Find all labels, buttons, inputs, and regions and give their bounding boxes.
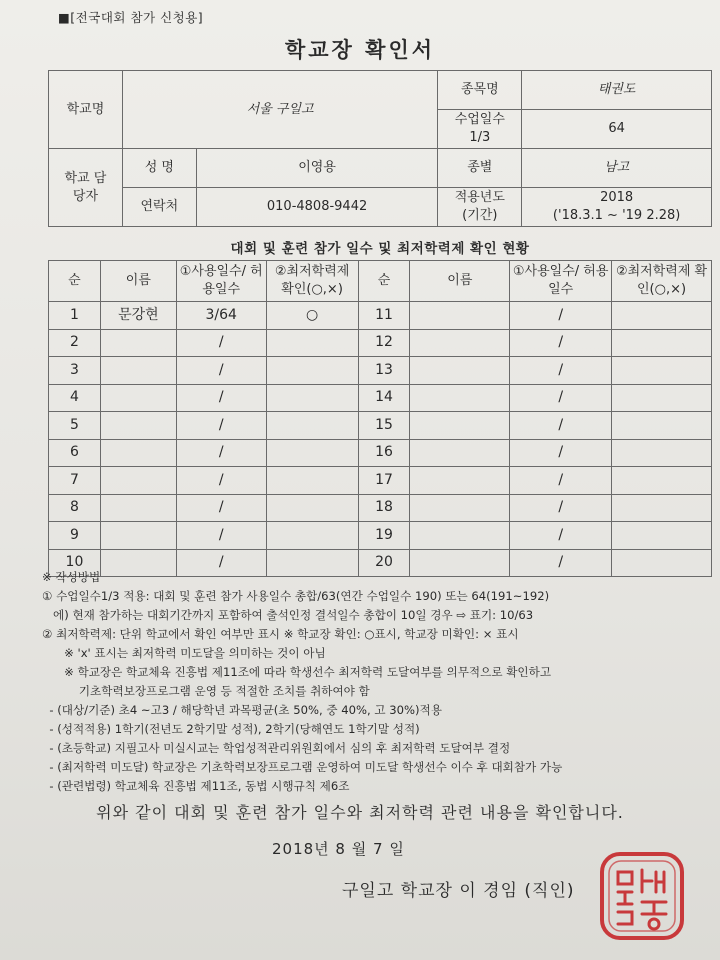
cell-days: /: [176, 329, 266, 357]
cell-check: [266, 494, 358, 522]
period-value: ('18.3.1 ~ '19 2.28): [552, 208, 681, 223]
cell-check: [266, 467, 358, 495]
cell-days: /: [176, 467, 266, 495]
contact-label: 연락처: [122, 188, 196, 227]
year-cell: [522, 188, 712, 227]
cell-no: 11: [358, 302, 410, 330]
cell-days: /: [510, 357, 612, 385]
cell-days: /: [510, 412, 612, 440]
header-name: 이름: [410, 261, 510, 302]
note-line: - (성적적용) 1학기(전년도 2학기말 성적), 2학기(당해연도 1학기말 성적): [42, 722, 420, 736]
note-line: ① 수업일수1/3 적용: 대회 및 훈련 참가 사용일수 총합/63(연간 수업일수 190) 또는 64(191~192): [42, 589, 550, 603]
cell-no: 5: [49, 412, 101, 440]
cell-no: 20: [358, 549, 410, 577]
year-value: 2018: [600, 190, 634, 206]
cell-name: [100, 522, 176, 550]
note-line: - (초등학교) 지필고사 미실시교는 학업성적관리위원회에서 심의 후 최저학력 도달여부 결정: [42, 741, 511, 755]
cell-days: /: [510, 384, 612, 412]
class-days-label: 수업일수 1/3: [438, 110, 522, 149]
cell-no: 16: [358, 439, 410, 467]
cell-name: [100, 467, 176, 495]
cell-days: /: [510, 329, 612, 357]
cell-name: [410, 329, 510, 357]
cell-days: /: [176, 439, 266, 467]
header-name: 이름: [100, 261, 176, 302]
note-line: ※ 'x' 표시는 최저학력 미도달을 의미하는 것이 아님: [42, 646, 326, 660]
note-line: - (대상/기준) 초4 ~고3 / 해당학년 과목평균(초 50%, 중 40%, 고 30%)적용: [42, 703, 442, 717]
cell-no: 8: [49, 494, 101, 522]
class-days-value: 64: [522, 110, 712, 149]
cell-check: [612, 384, 712, 412]
cell-no: 3: [49, 357, 101, 385]
gender-value: 남고: [522, 149, 712, 188]
cell-name: [410, 357, 510, 385]
info-table: [48, 70, 712, 227]
cell-no: 2: [49, 329, 101, 357]
cell-name: [100, 329, 176, 357]
cell-days: /: [176, 357, 266, 385]
cell-no: 1: [49, 302, 101, 330]
page-title: 학교장 확인서: [284, 38, 436, 62]
header-days: ①사용일수/ 허용일수: [510, 261, 612, 302]
official-seal-icon: [596, 848, 688, 944]
note-line: ② 최저학력제: 단위 학교에서 확인 여부만 표시 ※ 학교장 확인: ○표시, 학교장 미확인: × 표시: [42, 627, 519, 641]
cell-name: [100, 357, 176, 385]
cell-check: ○: [266, 302, 358, 330]
notes-section: [42, 568, 712, 796]
cell-no: 12: [358, 329, 410, 357]
cell-check: [612, 522, 712, 550]
cell-check: [266, 439, 358, 467]
table-row: [49, 357, 712, 385]
cell-no: 19: [358, 522, 410, 550]
table-row: [49, 329, 712, 357]
cell-no: 7: [49, 467, 101, 495]
cell-days: /: [510, 522, 612, 550]
note-line: - (최저학력 미도달) 학교장은 기초학력보장프로그램 운영하여 미도달 학생선수 이수 후 대회참가 가능: [42, 760, 563, 774]
principal-signature: 구일고 학교장 이 경임 (직인): [342, 881, 575, 901]
cell-check: [612, 412, 712, 440]
contact-value: 010-4808-9442: [196, 188, 438, 227]
cell-name: [410, 467, 510, 495]
cell-days: 3/64: [176, 302, 266, 330]
year-label: 적용년도 (기간): [438, 188, 522, 227]
cell-no: 17: [358, 467, 410, 495]
cell-check: [612, 494, 712, 522]
note-line: 에) 현재 참가하는 대회기간까지 포함하여 출석인정 결석일수 총합이 10일 경우 ⇨ 표기: 10/63: [42, 608, 534, 622]
table-row: [49, 467, 712, 495]
cell-no: 10: [49, 549, 101, 577]
name-label: 성 명: [122, 149, 196, 188]
note-line: - (관련법령) 학교체육 진흥법 제11조, 동법 시행규칙 제6조: [42, 779, 350, 793]
cell-days: /: [176, 549, 266, 577]
cell-name: [100, 439, 176, 467]
table-row: [49, 302, 712, 330]
confirmation-statement: 위와 같이 대회 및 훈련 참가 일수와 최저학력 관련 내용을 확인합니다.: [96, 803, 624, 822]
cell-check: [266, 522, 358, 550]
cell-no: 6: [49, 439, 101, 467]
header-days: ①사용일수/ 허용일수: [176, 261, 266, 302]
cell-name: 문강현: [100, 302, 176, 330]
cell-name: [100, 412, 176, 440]
name-value: 이영용: [196, 149, 438, 188]
cell-no: 18: [358, 494, 410, 522]
cell-days: /: [510, 549, 612, 577]
table-row: [49, 494, 712, 522]
cell-no: 15: [358, 412, 410, 440]
cell-days: /: [176, 412, 266, 440]
cell-days: /: [176, 494, 266, 522]
note-line: 기초학력보장프로그램 운영 등 적절한 조치를 취하여야 함: [42, 684, 370, 698]
cell-check: [266, 329, 358, 357]
header-check: ②최저학력제 확인(○,×): [612, 261, 712, 302]
table-row: [49, 439, 712, 467]
cell-check: [612, 329, 712, 357]
cell-days: /: [510, 494, 612, 522]
section-title: 대회 및 훈련 참가 일수 및 최저학력제 확인 현황: [230, 241, 530, 257]
cell-days: /: [510, 439, 612, 467]
cell-check: [266, 357, 358, 385]
cell-name: [410, 302, 510, 330]
cell-check: [612, 357, 712, 385]
table-row: [49, 522, 712, 550]
cell-check: [266, 384, 358, 412]
cell-check: [612, 302, 712, 330]
cell-check: [612, 467, 712, 495]
note-line: ※ 작성방법: [42, 570, 101, 584]
manager-label: 학교 담당자: [49, 149, 123, 227]
issue-date: 2018년 8 월 7 일: [272, 840, 405, 858]
sport-label: 종목명: [438, 71, 522, 110]
school-name-label: 학교명: [49, 71, 123, 149]
cell-name: [410, 384, 510, 412]
cell-no: 13: [358, 357, 410, 385]
document-tag: ■[전국대회 참가 신청용]: [58, 10, 204, 25]
participation-table: [48, 260, 712, 577]
cell-days: /: [510, 302, 612, 330]
cell-no: 14: [358, 384, 410, 412]
header-check: ②최저학력제 확인(○,×): [266, 261, 358, 302]
cell-no: 9: [49, 522, 101, 550]
cell-name: [100, 384, 176, 412]
cell-name: [100, 494, 176, 522]
cell-check: [612, 439, 712, 467]
table-row: [49, 384, 712, 412]
header-no: 순: [358, 261, 410, 302]
gender-label: 종별: [438, 149, 522, 188]
cell-check: [266, 412, 358, 440]
cell-no: 4: [49, 384, 101, 412]
cell-name: [410, 412, 510, 440]
cell-days: /: [510, 467, 612, 495]
sport-value: 태권도: [522, 71, 712, 110]
cell-days: /: [176, 384, 266, 412]
cell-name: [410, 439, 510, 467]
table-row: [49, 412, 712, 440]
cell-days: /: [176, 522, 266, 550]
note-line: ※ 학교장은 학교체육 진흥법 제11조에 따라 학생선수 최저학력 도달여부를 의무적으로 확인하고: [42, 665, 552, 679]
header-no: 순: [49, 261, 101, 302]
cell-name: [410, 522, 510, 550]
school-name-value: 서울 구일고: [122, 71, 437, 149]
cell-name: [410, 494, 510, 522]
